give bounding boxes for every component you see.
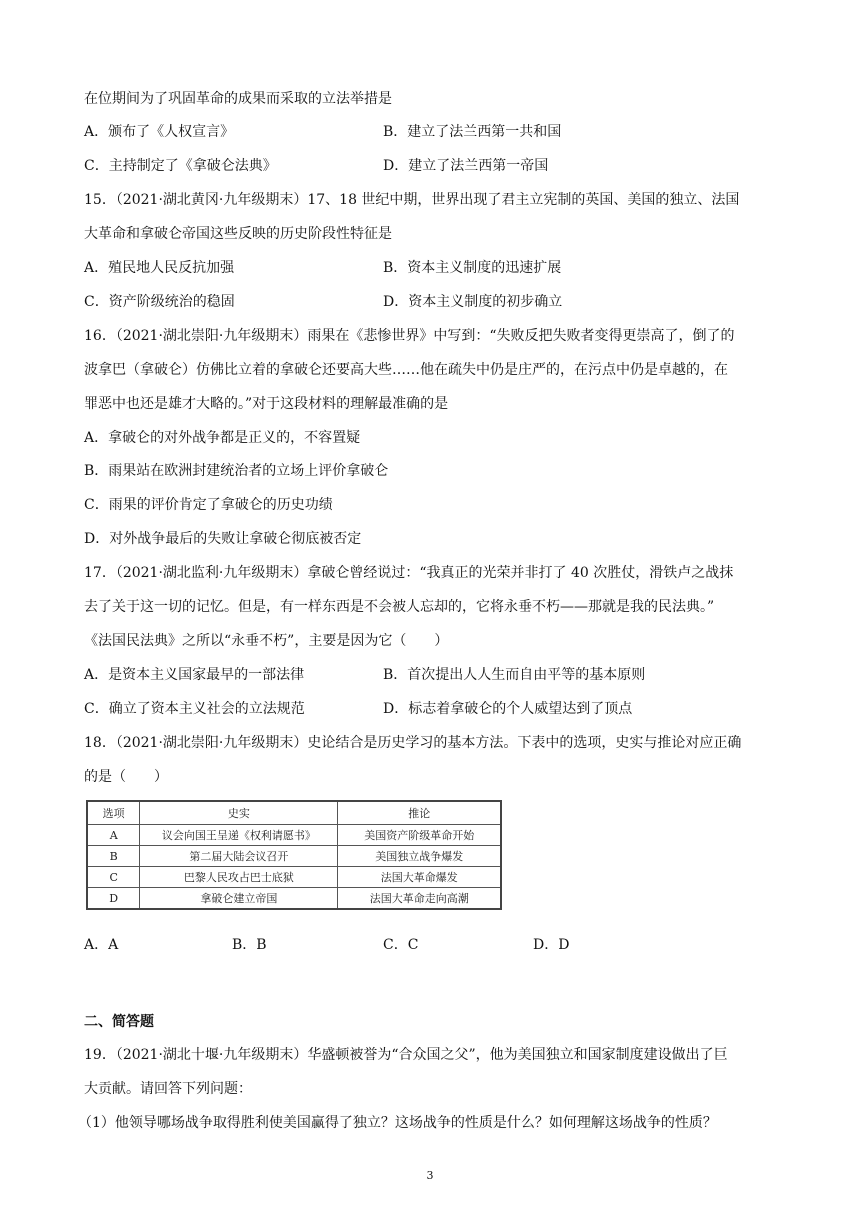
table-header-cell: 史实 bbox=[140, 801, 338, 825]
q14-option-a: A．颁布了《人权宣言》 bbox=[84, 124, 235, 140]
q16-stem-line3: 罪恶中也还是雄才大略的。”对于这段材料的理解最准确的是 bbox=[84, 396, 449, 412]
table-row bbox=[87, 846, 501, 867]
page-number: 3 bbox=[426, 1169, 434, 1182]
table-row bbox=[87, 867, 501, 888]
table-cell: 拿破仑建立帝国 bbox=[140, 888, 338, 910]
table-cell: 美国资产阶级革命开始 bbox=[338, 825, 501, 846]
q15-option-b: B．资本主义制度的迅速扩展 bbox=[383, 260, 562, 276]
q15-option-d: D．资本主义制度的初步确立 bbox=[383, 294, 563, 310]
q16-option-c: C．雨果的评价肯定了拿破仑的历史功绩 bbox=[84, 497, 333, 513]
q19-stem-line2: 大贡献。请回答下列问题： bbox=[84, 1081, 252, 1097]
table-header-cell: 选项 bbox=[87, 801, 140, 825]
table-header-row bbox=[87, 801, 501, 825]
q15-option-c: C．资产阶级统治的稳固 bbox=[84, 294, 235, 310]
table-cell: 法国大革命爆发 bbox=[338, 867, 501, 888]
q19-stem-line1: 19．（2021·湖北十堰·九年级期末）华盛顿被誉为“合众国之父”，他为美国独立和国家制度建设做出了巨 bbox=[84, 1047, 728, 1063]
table-cell: 第二届大陆会议召开 bbox=[140, 846, 338, 867]
table-cell: 巴黎人民攻占巴士底狱 bbox=[140, 867, 338, 888]
q16-option-b: B．雨果站在欧洲封建统治者的立场上评价拿破仑 bbox=[84, 463, 389, 479]
q18-option-c: C．C bbox=[383, 937, 419, 953]
q17-option-c: C．确立了资本主义社会的立法规范 bbox=[84, 701, 305, 717]
q14-stem: 在位期间为了巩固革命的成果而采取的立法举措是 bbox=[84, 91, 392, 107]
q18-stem-line2: 的是（ ） bbox=[84, 769, 168, 785]
q17-stem-line3: 《法国民法典》之所以“永垂不朽”，主要是因为它（ ） bbox=[84, 633, 449, 649]
table-cell: C bbox=[87, 867, 140, 888]
q14-option-c: C．主持制定了《拿破仑法典》 bbox=[84, 158, 277, 174]
q19-subquestion-1: （1）他领导哪场战争取得胜利使美国赢得了独立？这场战争的性质是什么？如何理解这场战争的性质？ bbox=[78, 1115, 717, 1131]
q18-table bbox=[86, 800, 502, 910]
q18-option-b: B．B bbox=[232, 937, 267, 953]
table-row bbox=[87, 888, 501, 910]
q16-stem-line1: 16．（2021·湖北崇阳·九年级期末）雨果在《悲惨世界》中写到：“失败反把失败者变得更崇高了，倒了的 bbox=[84, 328, 735, 344]
q17-option-d: D．标志着拿破仑的个人威望达到了顶点 bbox=[383, 701, 633, 717]
q15-stem-line1: 15．（2021·湖北黄冈·九年级期末）17、18 世纪中期，世界出现了君主立宪制的英国、美国的独立、法国 bbox=[84, 192, 740, 208]
q15-stem-line2: 大革命和拿破仑帝国这些反映的历史阶段性特征是 bbox=[84, 226, 392, 242]
q15-option-a: A．殖民地人民反抗加强 bbox=[84, 260, 235, 276]
q16-option-d: D．对外战争最后的失败让拿破仑彻底被否定 bbox=[84, 531, 362, 547]
table-cell: B bbox=[87, 846, 140, 867]
table-cell: 法国大革命走向高潮 bbox=[338, 888, 501, 910]
table-header-cell: 推论 bbox=[338, 801, 501, 825]
q14-option-d: D．建立了法兰西第一帝国 bbox=[383, 158, 549, 174]
section-title: 二、简答题 bbox=[84, 1014, 154, 1030]
q16-option-a: A．拿破仑的对外战争都是正义的，不容置疑 bbox=[84, 430, 361, 446]
q18-option-d: D．D bbox=[533, 937, 570, 953]
q17-option-b: B．首次提出人人生而自由平等的基本原则 bbox=[383, 667, 646, 683]
q17-stem-line2: 去了关于这一切的记忆。但是，有一样东西是不会被人忘却的，它将永垂不朽——那就是我的民法典。” bbox=[84, 599, 715, 615]
q17-stem-line1: 17．（2021·湖北监利·九年级期末）拿破仑曾经说过：“我真正的光荣并非打了 40 次胜仗，滑铁卢之战抹 bbox=[84, 565, 734, 581]
table-cell: D bbox=[87, 888, 140, 910]
table-cell: A bbox=[87, 825, 140, 846]
table-cell: 美国独立战争爆发 bbox=[338, 846, 501, 867]
table-cell: 议会向国王呈递《权利请愿书》 bbox=[140, 825, 338, 846]
table-row bbox=[87, 825, 501, 846]
q14-option-b: B．建立了法兰西第一共和国 bbox=[383, 124, 562, 140]
q18-stem-line1: 18．（2021·湖北崇阳·九年级期末）史论结合是历史学习的基本方法。下表中的选项，史实与推论对应正确 bbox=[84, 735, 742, 751]
q16-stem-line2: 波拿巴（拿破仑）仿佛比立着的拿破仑还要高大些……他在疏失中仍是庄严的，在污点中仍是卓越的，在 bbox=[84, 362, 728, 378]
q18-option-a: A．A bbox=[84, 937, 119, 953]
q17-option-a: A．是资本主义国家最早的一部法律 bbox=[84, 667, 305, 683]
